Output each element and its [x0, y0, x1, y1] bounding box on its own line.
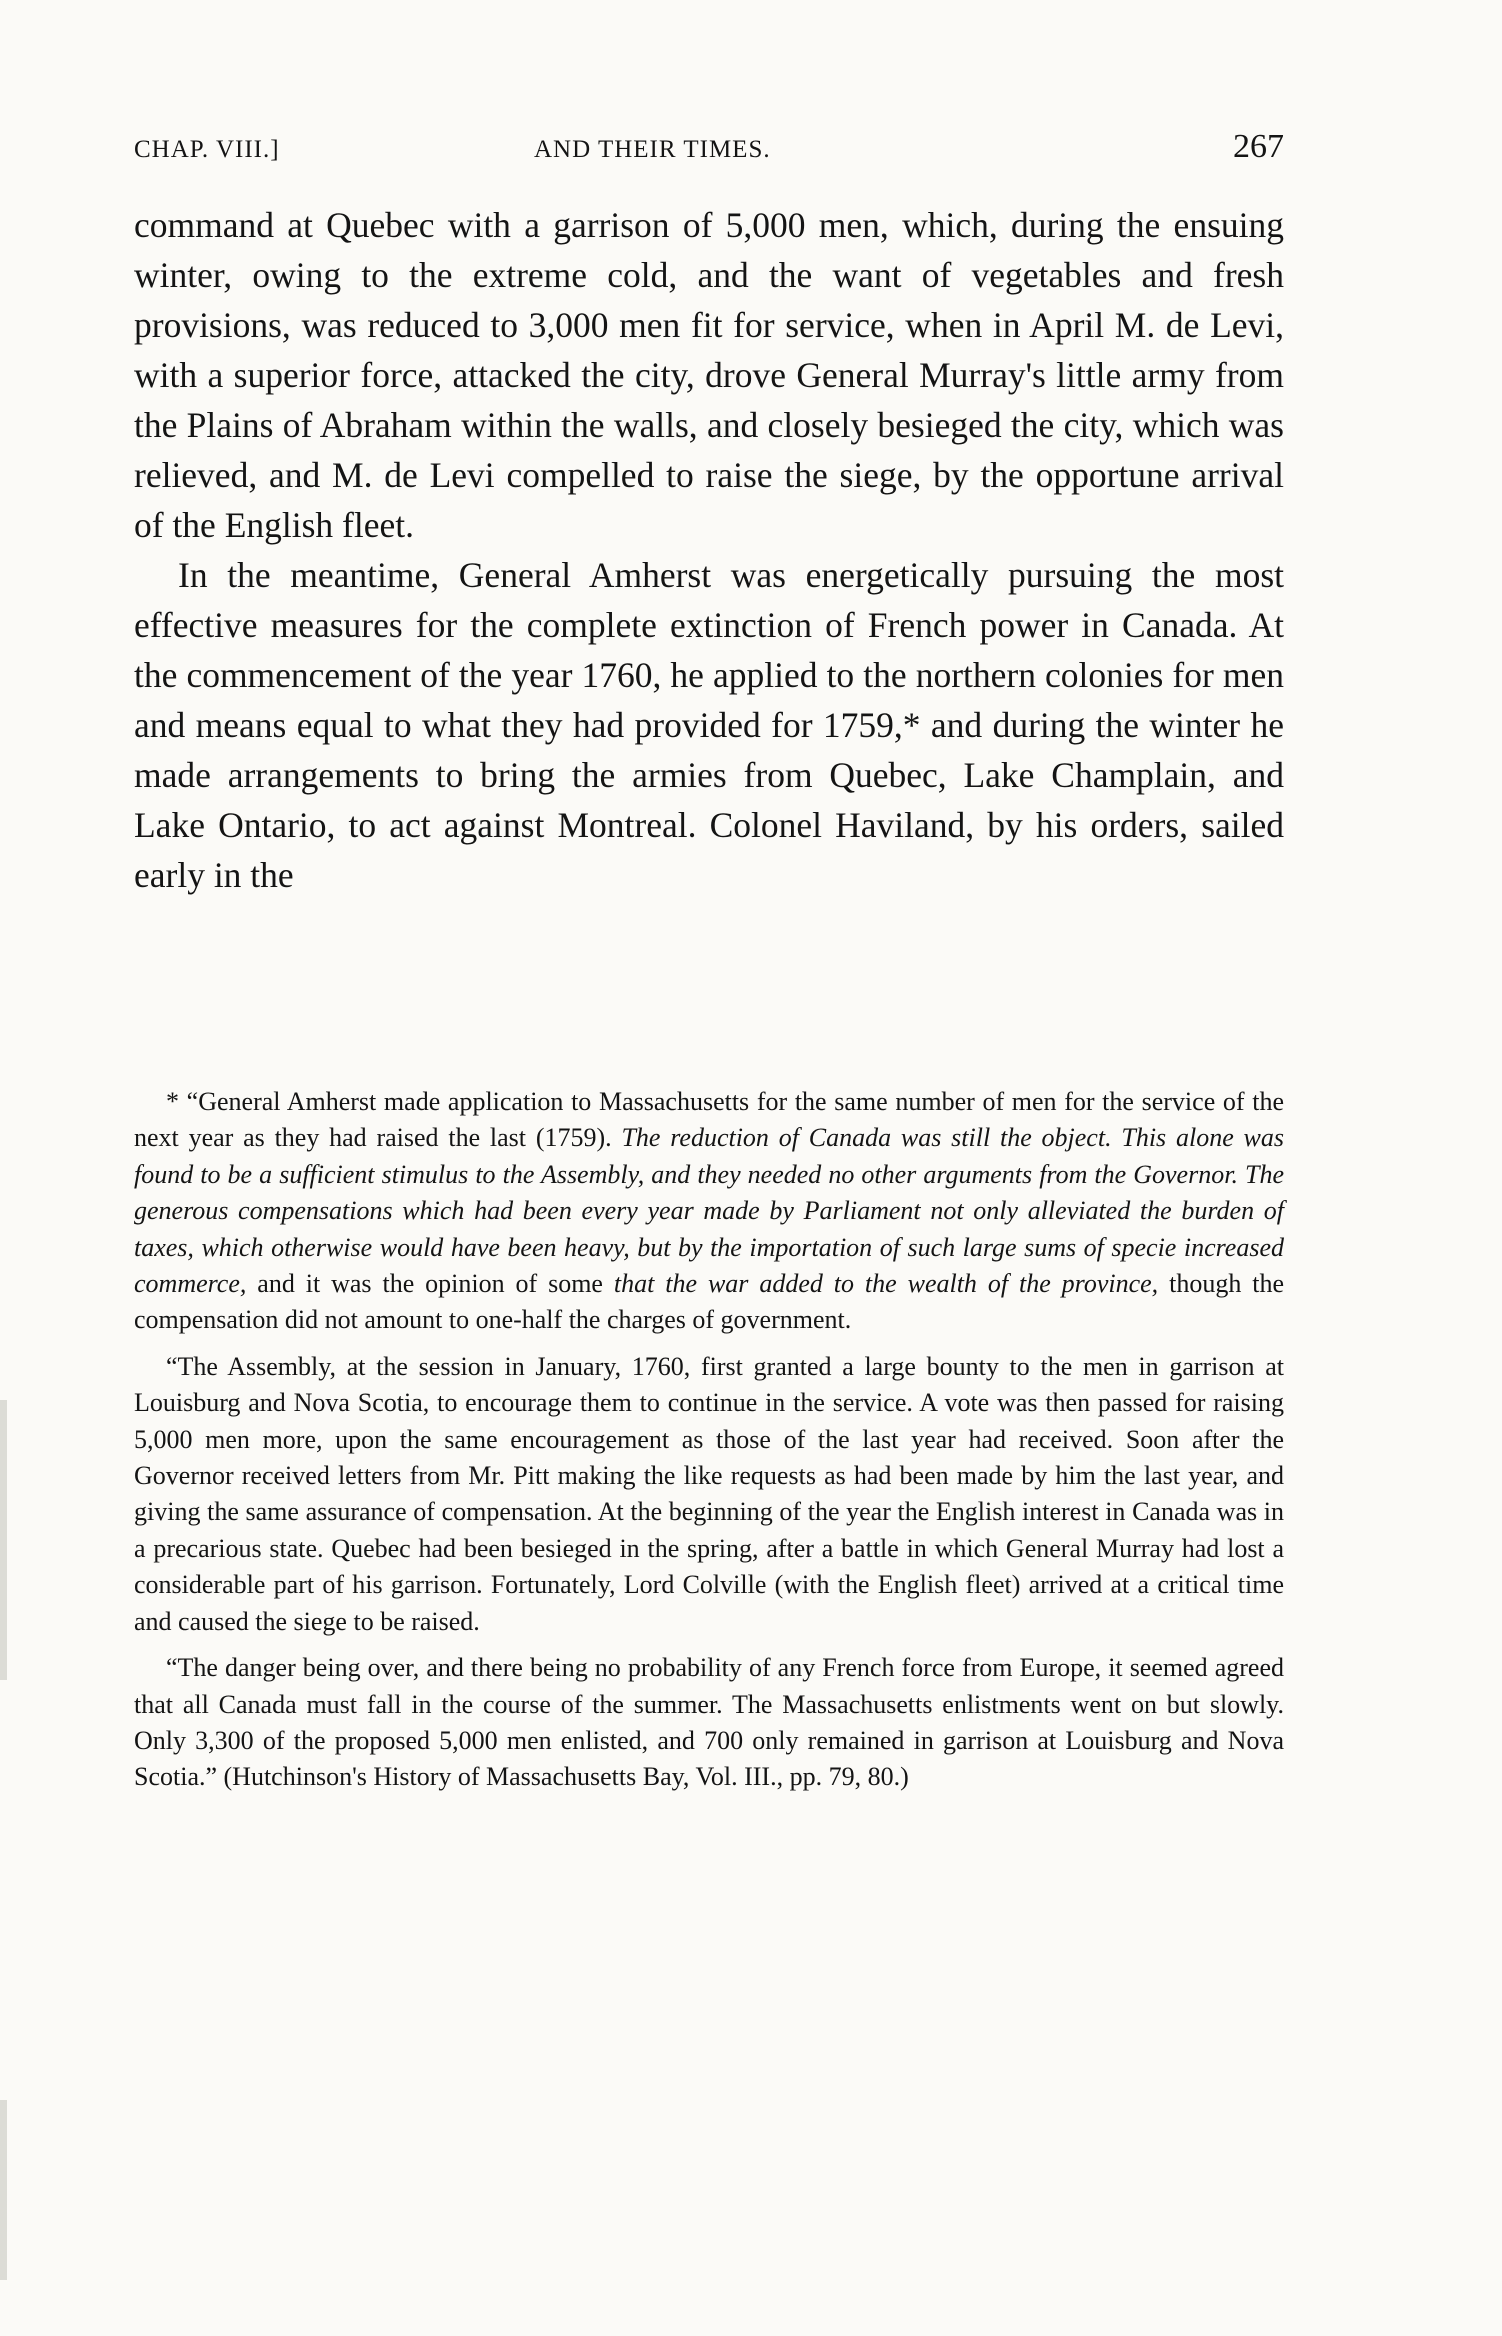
footnote-paragraph: [134, 1084, 1284, 1339]
page-number: 267: [1233, 128, 1284, 165]
running-title: AND THEIR TIMES.: [534, 136, 771, 163]
footnote-text: and it was the opinion of some: [257, 1269, 603, 1299]
running-header: [134, 128, 1284, 178]
footnote-paragraph: “The danger being over, and there being no probability of any French force from Europe, it seemed agreed that all Canada must fall in the course of the summer. The Massachusetts enlistments went on but slowly. Only 3,300 of the proposed 5,000 men enlisted, and 700 only remained in garrison at Louisburg and Nova Scotia.” (Hutchinson's History of Massachusetts Bay, Vol. III., pp. 79, 80.): [134, 1653, 1284, 1792]
footnote-text: though the compensation did not amount to one-half the charges of government.: [134, 1269, 1284, 1335]
body-paragraph: command at Quebec with a garrison of 5,000 men, which, during the ensuing winter, owing to the extreme cold, and the want of vegetables and fresh provisions, was reduced to 3,000 men fit for service, when in April M. de Levi, with a superior force, attacked the city, drove General Murray's little army from the Plains of Abraham within the walls, and closely besieged the city, which was relieved, and M. de Levi compelled to raise the siege, by the opportune arrival of the English fleet.: [134, 205, 1284, 545]
footnote-italic-text: The reduction of Canada was still the object. This alone was found to be a sufficient stimulus to the Assembly, and they needed no other arguments from the Governor. The generous compensations which had been every year made by Parliament not only alleviated the burden of taxes, which otherwise would have been heavy, but by the importation of such large sums of specie increased commerce,: [134, 1123, 1284, 1299]
main-text: [134, 200, 1284, 900]
scan-edge-shadow: [0, 1400, 7, 1680]
scan-edge-shadow: [0, 2100, 7, 2280]
footnote-italic-text: that the war added to the wealth of the province,: [613, 1269, 1159, 1299]
chapter-label: CHAP. VIII.]: [134, 136, 280, 163]
body-paragraph: In the meantime, General Amherst was energetically pursuing the most effective measures for the complete extinction of French power in Canada. At the commencement of the year 1760, he applied to the northern colonies for men and means equal to what they had provided for 1759,* and during the winter he made arrangements to bring the armies from Quebec, Lake Champlain, and Lake Ontario, to act against Montreal. Colonel Haviland, by his orders, sailed early in the: [134, 555, 1284, 895]
footnote: [134, 1084, 1284, 1806]
footnote-paragraph: “The Assembly, at the session in January, 1760, first granted a large bounty to the men in garrison at Louisburg and Nova Scotia, to encourage them to continue in the service. A vote was then passed for raising 5,000 men more, upon the same encouragement as those of the last year had received. Soon after the Governor received letters from Mr. Pitt making the like requests as had been made by him the last year, and giving the same assurance of compensation. At the beginning of the year the English interest in Canada was in a precarious state. Quebec had been besieged in the spring, after a battle in which General Murray had lost a considerable part of his garrison. Fortunately, Lord Colville (with the English fleet) arrived at a critical time and caused the siege to be raised.: [134, 1351, 1284, 1636]
footnote-text: * “General Amherst made application to Massachusetts for the same number of men for the service of the next year as they had raised the last (1759).: [134, 1087, 1284, 1153]
